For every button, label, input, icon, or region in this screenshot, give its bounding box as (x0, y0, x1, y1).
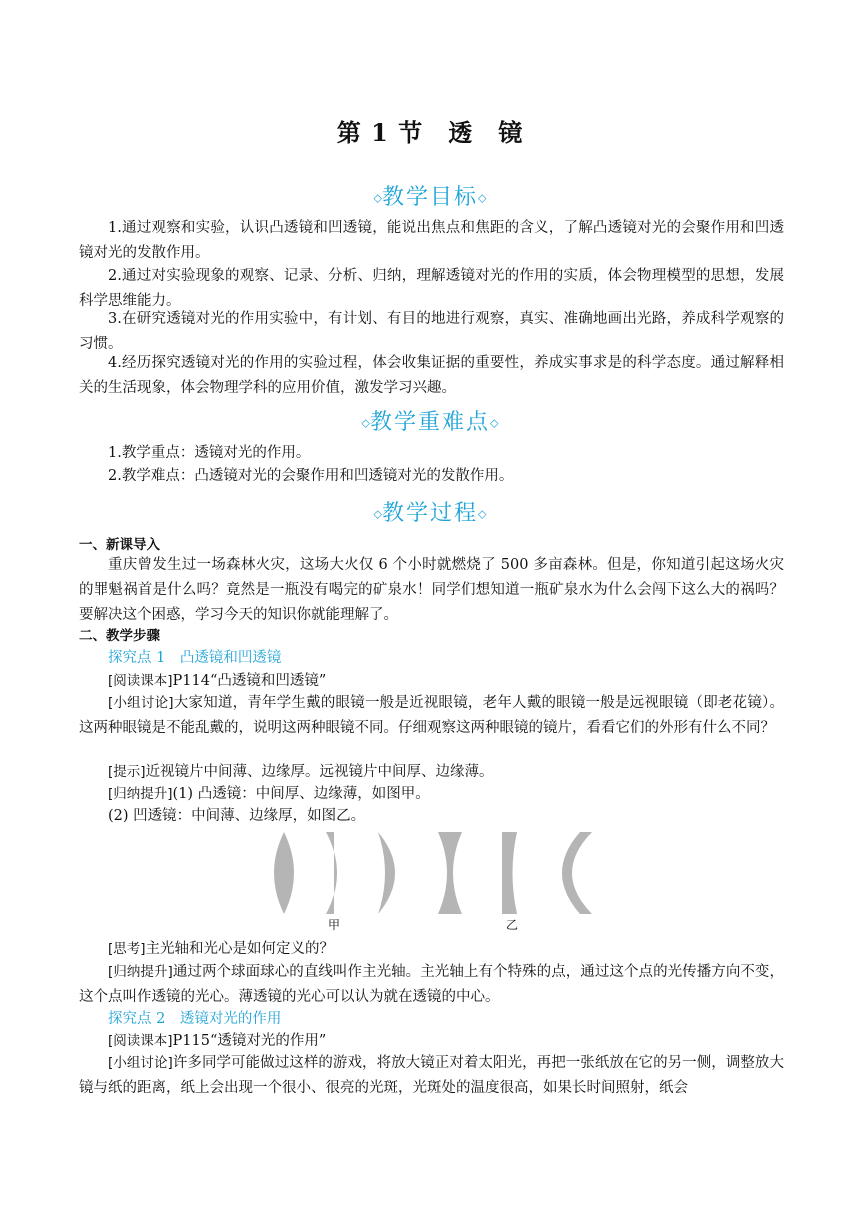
summary-line: (2) 凹透镜：中间薄、边缘厚，如图乙。 (108, 808, 366, 824)
inquiry-point-title: 探究点 2 透镜对光的作用 (108, 1011, 282, 1027)
page-title: 第 1 节 透 镜 (336, 118, 524, 147)
tag-label: [阅读课本] (108, 673, 173, 689)
tag-label: [小组讨论] (108, 695, 174, 711)
figure-label-a: 甲 (328, 918, 341, 932)
diamond-icon: ◇ (478, 191, 487, 205)
diamond-icon: ◇ (478, 507, 487, 521)
read-textbook-line: [阅读课本]P115“透镜对光的作用” (108, 1033, 327, 1049)
goal-item: 4.经历探究透镜对光的作用的实验过程，体会收集证据的重要性，养成实事求是的科学态度。通过解释相关的生活现象，体会物理学科的应用价值，激发学习兴趣。 (79, 355, 784, 396)
tag-label: [小组讨论] (108, 1055, 173, 1071)
goal-item: 2.通过对实验现象的观察、记录、分析、归纳，理解透镜对光的作用的实质，体会物理模型的思想，发展科学思维能力。 (79, 268, 784, 309)
summary-line: [归纳提升](1) 凸透镜：中间厚、边缘薄，如图甲。 (108, 786, 430, 802)
plano-convex-lens-icon (326, 832, 337, 914)
part-heading: 二、教学步骤 (79, 628, 160, 644)
tag-label: [阅读课本] (108, 1033, 173, 1049)
think-line: [思考]主光轴和光心是如何定义的？ (108, 941, 335, 957)
tag-label: [提示] (108, 764, 146, 780)
diamond-icon: ◇ (361, 416, 370, 430)
tag-label: [归纳提升] (108, 786, 173, 802)
section-heading-key-points: ◇教学重难点◇ (361, 410, 499, 435)
tag-label: [归纳提升] (108, 964, 173, 980)
lens-shapes (262, 828, 602, 918)
hint-line: [提示]近视镜片中间薄、边缘厚。远视镜片中间厚、边缘薄。 (108, 764, 494, 780)
section-heading-goals: ◇教学目标◇ (373, 185, 487, 210)
section-heading-process: ◇教学过程◇ (373, 501, 487, 526)
group-discussion-paragraph: [小组讨论]大家知道，青年学生戴的眼镜一般是近视眼镜，老年人戴的眼镜一般是远视眼镜（即老花镜）。这两种眼镜是不能乱戴的，说明这两种眼镜不同。仔细观察这两种眼镜的镜片，看看它们的外形有什么不同？ (79, 695, 784, 736)
read-textbook-line: [阅读课本]P114“凸透镜和凹透镜” (108, 673, 327, 689)
lens-figure (262, 828, 602, 918)
biconcave-lens-icon (438, 832, 462, 914)
biconvex-lens-icon (274, 832, 294, 914)
group-discussion-paragraph: [小组讨论]许多同学可能做过这样的游戏，将放大镜正对着太阳光，再把一张纸放在它的另一侧，调整放大镜与纸的距离，纸上会出现一个很小、很亮的光斑，光斑处的温度很高，如果长时间照射，纸会 (79, 1055, 784, 1096)
key-point-item: 1.教学重点：透镜对光的作用。 (108, 445, 311, 461)
part-heading: 一、新课导入 (79, 537, 160, 553)
meniscus-convex-lens-icon (378, 832, 395, 914)
goal-item: 3.在研究透镜对光的作用实验中，有计划、有目的地进行观察，真实、准确地画出光路，养成科学观察的习惯。 (79, 311, 784, 352)
inquiry-point-title: 探究点 1 凸透镜和凹透镜 (108, 650, 282, 666)
diamond-icon: ◇ (373, 191, 382, 205)
figure-label-b: 乙 (506, 918, 519, 932)
plano-concave-lens-icon (502, 832, 517, 914)
key-point-item: 2.教学难点：凸透镜对光的会聚作用和凹透镜对光的发散作用。 (108, 468, 514, 484)
tag-label: [思考] (108, 941, 146, 957)
meniscus-concave-lens-icon (562, 832, 592, 914)
diamond-icon: ◇ (373, 507, 382, 521)
diamond-icon: ◇ (490, 416, 499, 430)
intro-paragraph: 重庆曾发生过一场森林火灾，这场大火仅 6 个小时就燃烧了 500 多亩森林。但是，你知道引起这场火灾的罪魁祸首是什么吗？竟然是一瓶没有喝完的矿泉水！同学们想知道一瓶矿泉水为什么会闯下这么大的祸吗？要解决这个困惑，学习今天的知识你就能理解了。 (79, 557, 784, 623)
summary-paragraph: [归纳提升]通过两个球面球心的直线叫作主光轴。主光轴上有个特殊的点，通过这个点的光传播方向不变，这个点叫作透镜的光心。薄透镜的光心可以认为就在透镜的中心。 (79, 964, 784, 1005)
goal-item: 1.通过观察和实验，认识凸透镜和凹透镜，能说出焦点和焦距的含义，了解凸透镜对光的会聚作用和凹透镜对光的发散作用。 (79, 220, 784, 261)
